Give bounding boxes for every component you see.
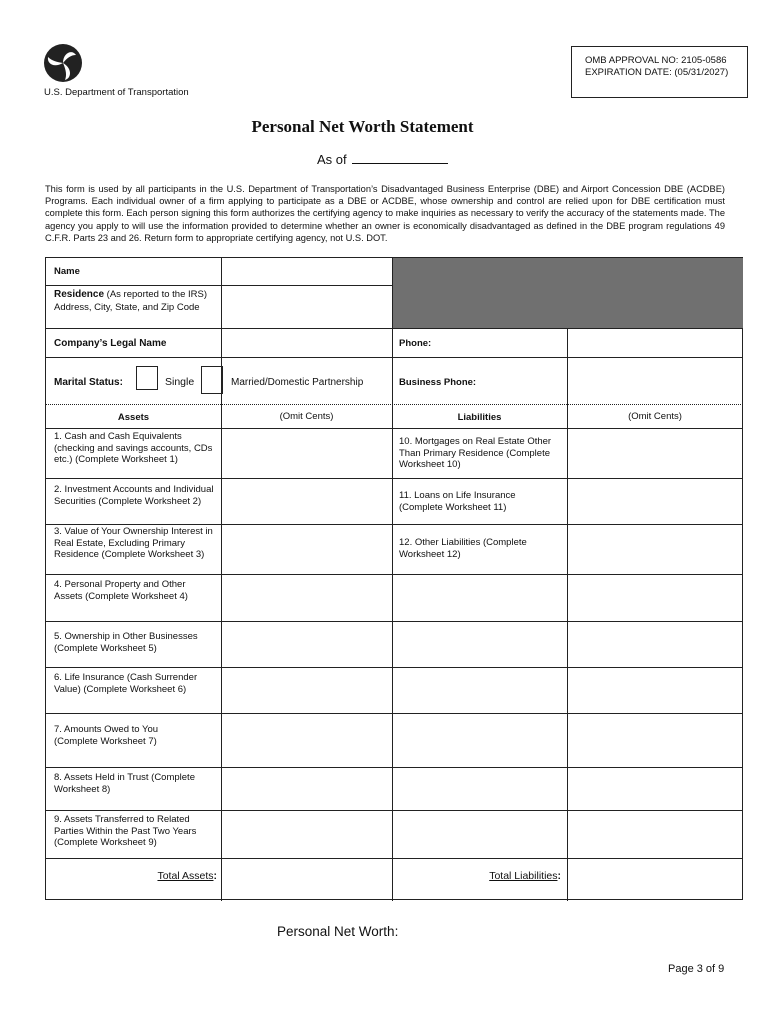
single-label: Single <box>165 376 195 388</box>
asset-value-input-1[interactable] <box>222 429 392 478</box>
residence-label <box>54 289 214 314</box>
asset-label-2: 2. Investment Accounts and Individual Securities (Complete Worksheet 2) <box>54 484 214 507</box>
company-name-input[interactable] <box>222 329 392 357</box>
asset-value-input-5[interactable] <box>222 622 392 667</box>
business-phone-label: Business Phone: <box>399 377 477 388</box>
omb-approval-number: OMB APPROVAL NO: 2105-0586 <box>585 55 727 66</box>
assets-header: Assets <box>117 412 150 423</box>
page-title: Personal Net Worth Statement <box>251 117 474 136</box>
as-of-label: As of <box>317 152 347 167</box>
residence-input[interactable] <box>222 286 392 328</box>
marital-status-label: Marital Status: <box>54 377 123 388</box>
as-of-date <box>317 152 448 167</box>
total-assets-input[interactable] <box>222 859 392 901</box>
intro-paragraph: This form is used by all participants in the U.S. Department of Transportation’s Disadvantaged Business Enterprise (DBE) and Airport Concession DBE (ACDBE) Programs. Each individual owner of a firm applying to participate as a DBE or ACDBE, whose ownership and control are relied upon for DBE certification must complete this form. Each person signing this form authorizes the certifying agency to make inquiries as necessary to verify the accuracy of the statements made. The agency you apply to will use the information provided to determine whether an owner is economically disadvantaged as defined in the DBE program regulations 49 C.F.R. Parts 23 and 26. Return form to appropriate certifying agency, not U.S. DOT. <box>45 184 725 243</box>
liability-value-input-10[interactable] <box>568 429 743 478</box>
personal-net-worth-label <box>277 924 398 939</box>
liability-label-10: 10. Mortgages on Real Estate Other Than Primary Residence (Complete Worksheet 10) <box>399 436 552 470</box>
as-of-date-field[interactable] <box>352 152 448 164</box>
total-assets-text: Total Assets <box>157 870 214 882</box>
total-liabilities-input[interactable] <box>568 859 743 901</box>
dot-logo-icon <box>43 43 83 83</box>
name-input[interactable] <box>222 259 392 285</box>
shaded-block <box>392 258 743 328</box>
asset-label-8: 8. Assets Held in Trust (Complete Worksheet 8) <box>54 772 195 795</box>
personal-net-worth-text: Personal Net Worth <box>277 924 395 939</box>
liabilities-header: Liabilities <box>457 412 502 423</box>
residence-note: (As reported to the IRS) Address, City, State, and Zip Code <box>54 289 207 313</box>
liabilities-omit-cents: (Omit Cents) <box>628 411 682 422</box>
name-label: Name <box>54 266 80 277</box>
total-liabilities-text: Total Liabilities <box>489 870 558 882</box>
asset-label-7: 7. Amounts Owed to You (Complete Worksheet 7) <box>54 724 159 747</box>
liability-value-input-12[interactable] <box>568 525 743 574</box>
business-phone-input[interactable] <box>568 358 743 404</box>
liability-label-11: 11. Loans on Life Insurance (Complete Worksheet 11) <box>399 490 516 513</box>
phone-label: Phone: <box>399 338 432 349</box>
asset-label-5: 5. Ownership in Other Businesses (Complete Worksheet 5) <box>54 631 198 654</box>
liability-label-12: 12. Other Liabilities (Complete Worksheet 12) <box>399 537 527 560</box>
asset-label-1: 1. Cash and Cash Equivalents (checking and savings accounts, CDs etc.) (Complete Worksheet 1) <box>54 431 213 465</box>
asset-label-3: 3. Value of Your Ownership Interest in Real Estate, Excluding Primary Residence (Complete Worksheet 3) <box>54 526 213 560</box>
asset-value-input-6[interactable] <box>222 668 392 713</box>
personal-net-worth-colon: : <box>394 924 399 939</box>
asset-value-input-2[interactable] <box>222 479 392 524</box>
single-checkbox[interactable] <box>136 366 158 390</box>
liability-value-input-11[interactable] <box>568 479 743 524</box>
asset-label-4: 4. Personal Property and Other Assets (Complete Worksheet 4) <box>54 579 188 602</box>
total-assets-label <box>46 871 217 883</box>
omb-expiration-date: EXPIRATION DATE: (05/31/2027) <box>585 67 729 78</box>
total-assets-colon: : <box>213 870 217 882</box>
page-number: Page 3 of 9 <box>668 963 725 975</box>
married-label: Married/Domestic Partnership <box>231 377 364 388</box>
phone-input[interactable] <box>568 329 743 357</box>
department-name: U.S. Department of Transportation <box>44 87 189 98</box>
asset-value-input-7[interactable] <box>222 714 392 767</box>
company-label: Company’s Legal Name <box>54 338 167 349</box>
married-checkbox[interactable] <box>201 366 223 394</box>
asset-value-input-4[interactable] <box>222 575 392 621</box>
asset-value-input-8[interactable] <box>222 768 392 810</box>
net-worth-form-table <box>45 257 743 900</box>
omb-approval-box <box>571 46 748 98</box>
asset-label-6: 6. Life Insurance (Cash Surrender Value) (Complete Worksheet 6) <box>54 672 198 695</box>
asset-label-9: 9. Assets Transferred to Related Parties Within the Past Two Years (Complete Worksheet 9) <box>54 814 197 848</box>
asset-value-input-3[interactable] <box>222 525 392 574</box>
total-liabilities-colon: : <box>557 870 561 882</box>
total-liabilities-label <box>392 871 561 883</box>
residence-label-bold: Residence <box>54 289 105 300</box>
asset-value-input-9[interactable] <box>222 811 392 858</box>
assets-omit-cents: (Omit Cents) <box>279 411 334 422</box>
